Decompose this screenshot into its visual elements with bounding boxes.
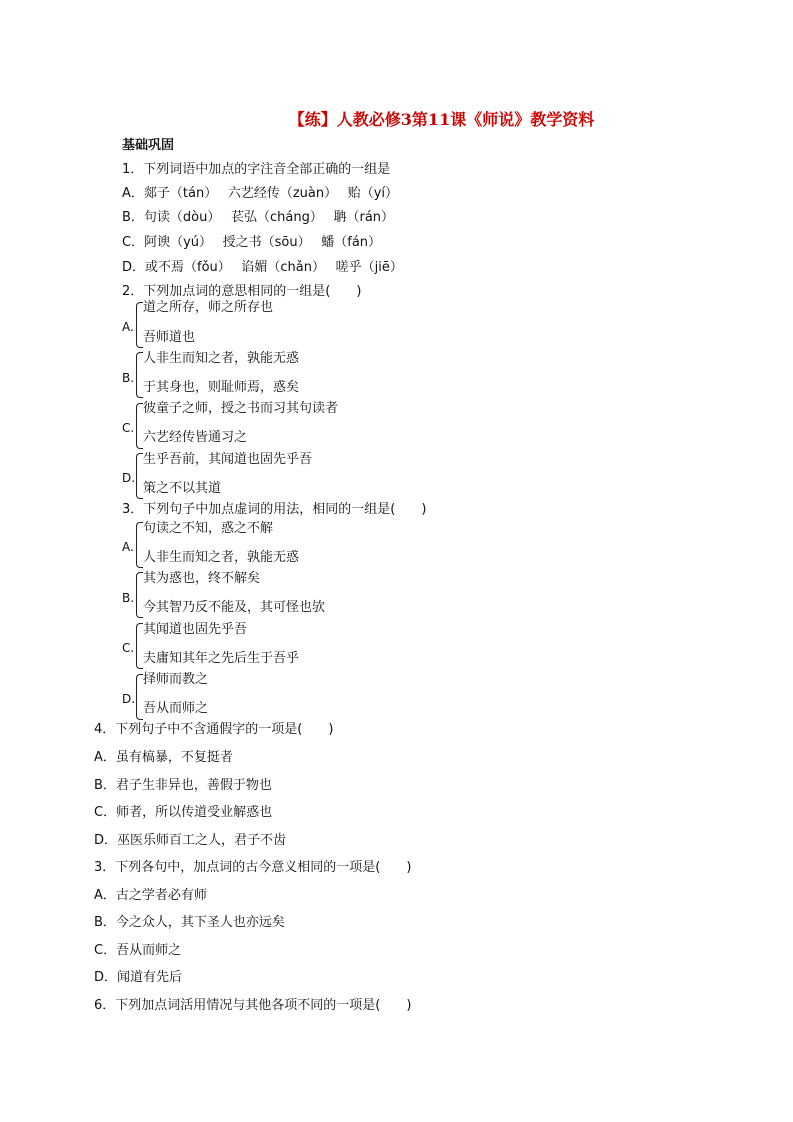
q3-brace-c xyxy=(136,623,143,669)
q4-option-c: C．师者，所以传道受业解惑也 xyxy=(94,805,273,820)
q1-stem: 1．下列词语中加点的字注音全部正确的一组是 xyxy=(122,162,391,177)
q3-label-b: B. xyxy=(122,591,135,605)
q3-label-c: C. xyxy=(122,641,135,655)
q5-stem: 3．下列各句中，加点词的古今意义相同的一项是( ) xyxy=(94,860,412,875)
q2-c-line2: 六艺经传皆通习之 xyxy=(143,430,248,445)
section-heading: 基础巩固 xyxy=(122,138,175,153)
q2-brace-b xyxy=(136,352,143,398)
q4-option-b: B．君子生非异也，善假于物也 xyxy=(94,778,272,793)
q2-label-a: A. xyxy=(122,320,134,334)
q2-label-c: C. xyxy=(122,421,135,435)
q3-label-d: D. xyxy=(122,692,136,706)
q2-a-line2: 吾师道也 xyxy=(143,330,196,345)
q2-d-line2: 策之不以其道 xyxy=(143,481,222,496)
q4-stem: 4．下列句子中不含通假字的一项是( ) xyxy=(94,722,334,737)
q3-b-line2: 今其智乃反不能及，其可怪也欤 xyxy=(143,600,326,615)
q2-b-line1: 人非生而知之者，孰能无惑 xyxy=(143,351,300,366)
q2-label-d: D. xyxy=(122,471,136,485)
q2-brace-a xyxy=(136,302,143,348)
q1-option-b: B．句读（dòu） 苌弘（cháng） 聃（rán） xyxy=(122,210,395,225)
q2-brace-d xyxy=(136,453,143,499)
q3-brace-a xyxy=(136,522,143,568)
q1-option-a: A．郯子（tán） 六艺经传（zuàn） 贻（yí） xyxy=(122,186,399,201)
q3-b-line1: 其为惑也，终不解矣 xyxy=(143,571,261,586)
q2-stem: 2．下列加点词的意思相同的一组是( ) xyxy=(122,284,362,299)
q3-c-line2: 夫庸知其年之先后生于吾乎 xyxy=(143,651,300,666)
q3-label-a: A. xyxy=(122,540,134,554)
q2-brace-c xyxy=(136,403,143,449)
q3-brace-d xyxy=(136,674,143,720)
document-title: 【练】人教必修3第11课《师说》教学资料 xyxy=(288,110,595,129)
q3-a-line1: 句读之不知，惑之不解 xyxy=(143,521,274,536)
q6-stem: 6．下列加点词活用情况与其他各项不同的一项是( ) xyxy=(94,998,412,1013)
q2-d-line1: 生乎吾前，其闻道也固先乎吾 xyxy=(143,452,313,467)
q3-a-line2: 人非生而知之者，孰能无惑 xyxy=(143,550,300,565)
q1-option-d: D．或不焉（fǒu） 谄媚（chǎn） 嗟乎（jiē） xyxy=(122,260,403,275)
q2-a-line1: 道之所存，师之所存也 xyxy=(143,300,274,315)
q2-c-line1: 彼童子之师，授之书而习其句读者 xyxy=(143,401,339,416)
q3-stem: 3．下列句子中加点虚词的用法，相同的一组是( ) xyxy=(122,502,427,517)
q3-c-line1: 其闻道也固先乎吾 xyxy=(143,622,248,637)
q5-option-b: B．今之众人，其下圣人也亦远矣 xyxy=(94,915,285,930)
q1-option-c: C．阿谀（yú） 授之书（sōu） 蟠（fán） xyxy=(122,235,382,250)
q3-brace-b xyxy=(136,572,143,618)
q2-label-b: B. xyxy=(122,371,135,385)
q3-d-line2: 吾从而师之 xyxy=(143,701,209,716)
q4-option-d: D．巫医乐师百工之人，君子不齿 xyxy=(94,833,287,848)
q5-option-d: D．闻道有先后 xyxy=(94,970,183,985)
q5-option-c: C．吾从而师之 xyxy=(94,943,182,958)
q2-b-line2: 于其身也，则耻师焉，惑矣 xyxy=(143,380,300,395)
q4-option-a: A．虽有槁暴，不复挺者 xyxy=(94,750,233,765)
q3-d-line1: 择师而教之 xyxy=(143,672,209,687)
q5-option-a: A．古之学者必有师 xyxy=(94,888,207,903)
